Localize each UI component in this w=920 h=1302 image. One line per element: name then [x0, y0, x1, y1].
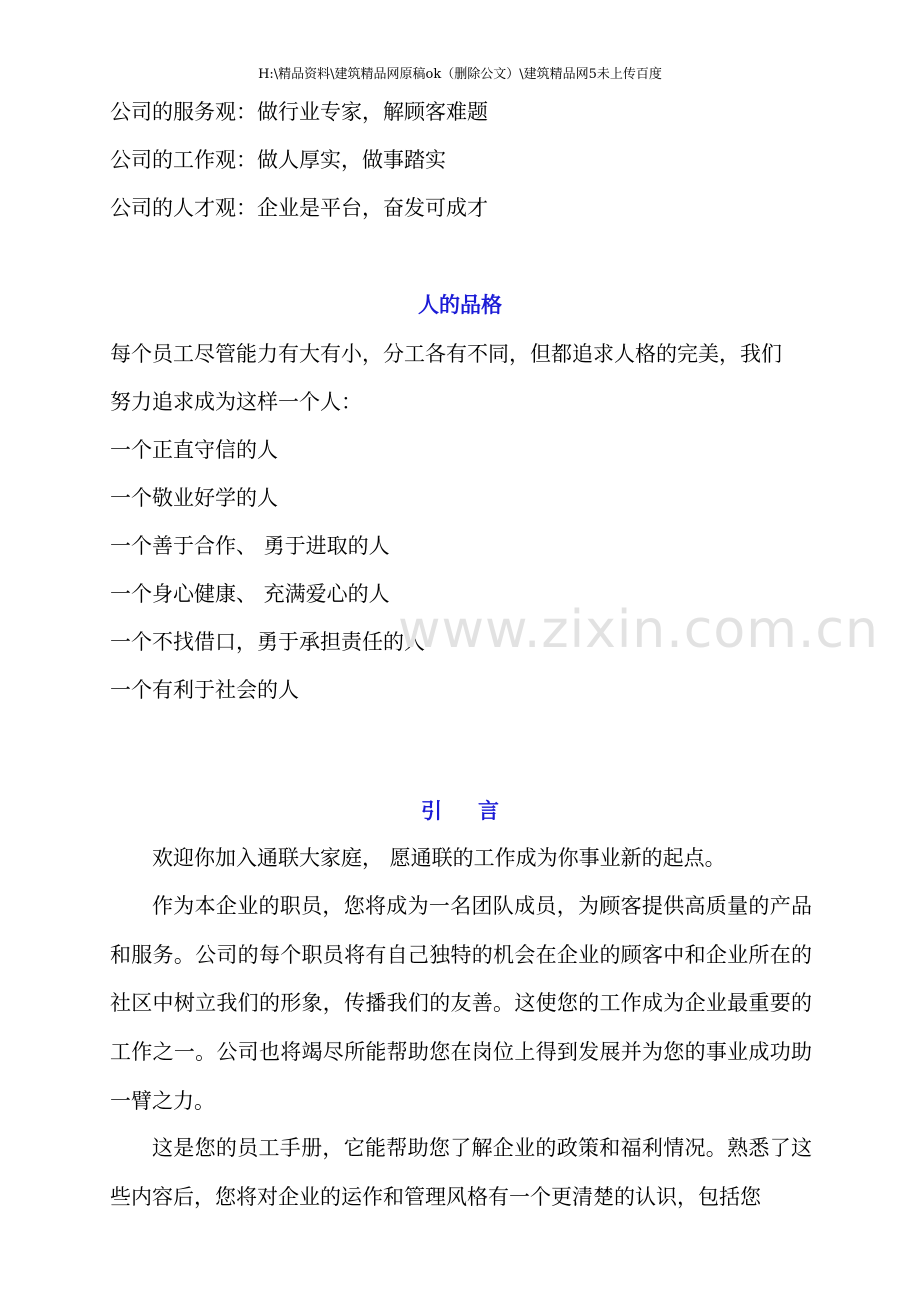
preface-paragraph-handbook: 这是您的员工手册，它能帮助您了解企业的政策和福利情况。熟悉了这些内容后，您将对企业的运作和管理风格有一个更清楚的认识，包括您 [110, 1136, 812, 1209]
preface-paragraph-welcome: 欢迎你加入通联大家庭， 愿通联的工作成为你事业新的起点。 [152, 846, 726, 870]
character-intro-line1: 每个员工尽管能力有大有小，分工各有不同，但都追求人格的完美，我们 [110, 342, 782, 366]
character-item: 一个有利于社会的人 [110, 678, 299, 702]
preface-paragraph-role: 作为本企业的职员，您将成为一名团队成员，为顾客提供高质量的产品和服务。公司的每个职员将有自己独特的机会在企业的顾客中和企业所在的社区中树立我们的形象，传播我们的友善。这使您的工作成为企业最重要的工作之一。公司也将竭尽所能帮助您在岗位上得到发展并为您的事业成功助一臂之力。 [110, 894, 812, 1113]
character-heading: 人的品格 [418, 292, 502, 317]
character-item: 一个善于合作、 勇于进取的人 [110, 534, 390, 558]
file-path-header: H:\精品资料\建筑精品网原稿ok（删除公文）\建筑精品网5未上传百度 [258, 67, 662, 82]
preface-heading: 引言 [421, 798, 535, 823]
character-item: 一个不找借口，勇于承担责任的人 [110, 630, 425, 654]
watermark-text: www.zixin.com.cn [398, 600, 879, 660]
character-intro-line2: 努力追求成为这样一个人： [110, 390, 362, 414]
character-item: 一个身心健康、 充满爱心的人 [110, 582, 390, 606]
character-item: 一个敬业好学的人 [110, 486, 278, 510]
company-work-value: 公司的工作观：做人厚实，做事踏实 [110, 148, 446, 172]
company-service-value: 公司的服务观：做行业专家，解顾客难题 [110, 100, 488, 124]
company-talent-value: 公司的人才观：企业是平台，奋发可成才 [110, 196, 488, 220]
character-item: 一个正直守信的人 [110, 438, 278, 462]
